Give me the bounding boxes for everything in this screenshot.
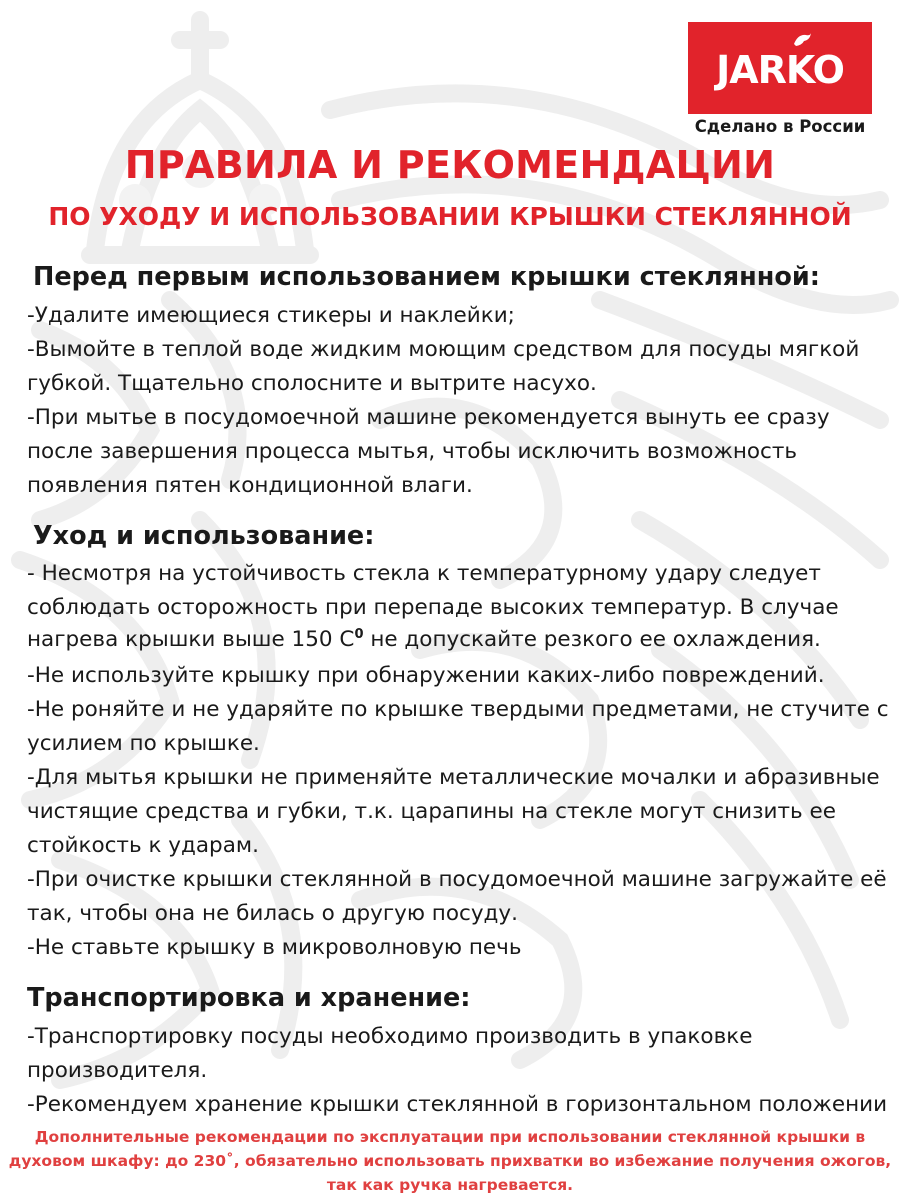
section-heading-first-use: Перед первым использованием крышки стеклянной: [33, 262, 820, 292]
page-title: ПРАВИЛА И РЕКОМЕНДАЦИИ [124, 143, 776, 187]
care-line: усилием по крышке. [27, 731, 260, 756]
care-line: -Не ставьте крышку в микроволновую печь [27, 935, 522, 960]
care-line-tail: не допускайте резкого ее охлаждения. [363, 627, 821, 653]
care-line: -При очистке крышки стеклянной в посудомоечной машине загружайте её [27, 867, 887, 892]
first-use-line: -Вымойте в теплой воде жидким моющим средством для посуды мягкой [27, 337, 860, 362]
brand-name: JARKO [716, 48, 844, 92]
footer-note-line: Дополнительные рекомендации по эксплуатации при использовании стеклянной крышки в [34, 1128, 866, 1146]
section-heading-transport: Транспортировка и хранение: [27, 983, 471, 1013]
care-line: -Для мытья крышки не применяйте металлические мочалки и абразивные [27, 765, 880, 790]
care-line-temperature [27, 627, 821, 652]
care-line: - Несмотря на устойчивость стекла к температурному удару следует [27, 561, 821, 586]
page-subtitle: ПО УХОДУ И ИСПОЛЬЗОВАНИИ КРЫШКИ СТЕКЛЯННОЙ [48, 202, 852, 231]
care-line-text: нагрева крышки выше 150 С [27, 627, 355, 653]
care-line: соблюдать осторожность при перепаде высоких температур. В случае [27, 595, 839, 620]
first-use-line: после завершения процесса мытья, чтобы исключить возможность [27, 439, 798, 464]
care-line: -Не используйте крышку при обнаружении каких-либо повреждений. [27, 663, 825, 688]
footer-note-line: духовом шкафу: до 230˚, обязательно использовать прихватки во избежание получения ожогов, [8, 1152, 892, 1170]
made-in-russia-label: Сделано в России [694, 117, 866, 136]
first-use-line: появления пятен кондиционной влаги. [27, 473, 473, 498]
transport-line: -Транспортировку посуды необходимо производить в упаковке [27, 1024, 753, 1049]
first-use-line: -Удалите имеющиеся стикеры и наклейки; [27, 303, 515, 328]
section-heading-care: Уход и использование: [33, 521, 375, 551]
care-line: стойкость к ударам. [27, 833, 259, 858]
care-line: чистящие средства и губки, т.к. царапины на стекле могут снизить ее [27, 799, 837, 824]
care-line: так, чтобы она не билась о другую посуду. [27, 901, 518, 926]
care-line: -Не роняйте и не ударяйте по крышке твердыми предметами, не стучите с [27, 697, 889, 722]
first-use-line: -При мытье в посудомоечной машине рекомендуется вынуть ее сразу [27, 405, 830, 430]
degree-superscript: 0 [354, 627, 364, 642]
transport-line: производителя. [27, 1058, 208, 1083]
footer-note-line: так как ручка нагревается. [326, 1176, 574, 1194]
firebird-icon [792, 32, 812, 48]
brand-logo [688, 22, 872, 114]
first-use-line: губкой. Тщательно сполосните и вытрите насухо. [27, 371, 597, 396]
transport-line: -Рекомендуем хранение крышки стеклянной в горизонтальном положении [27, 1092, 888, 1117]
